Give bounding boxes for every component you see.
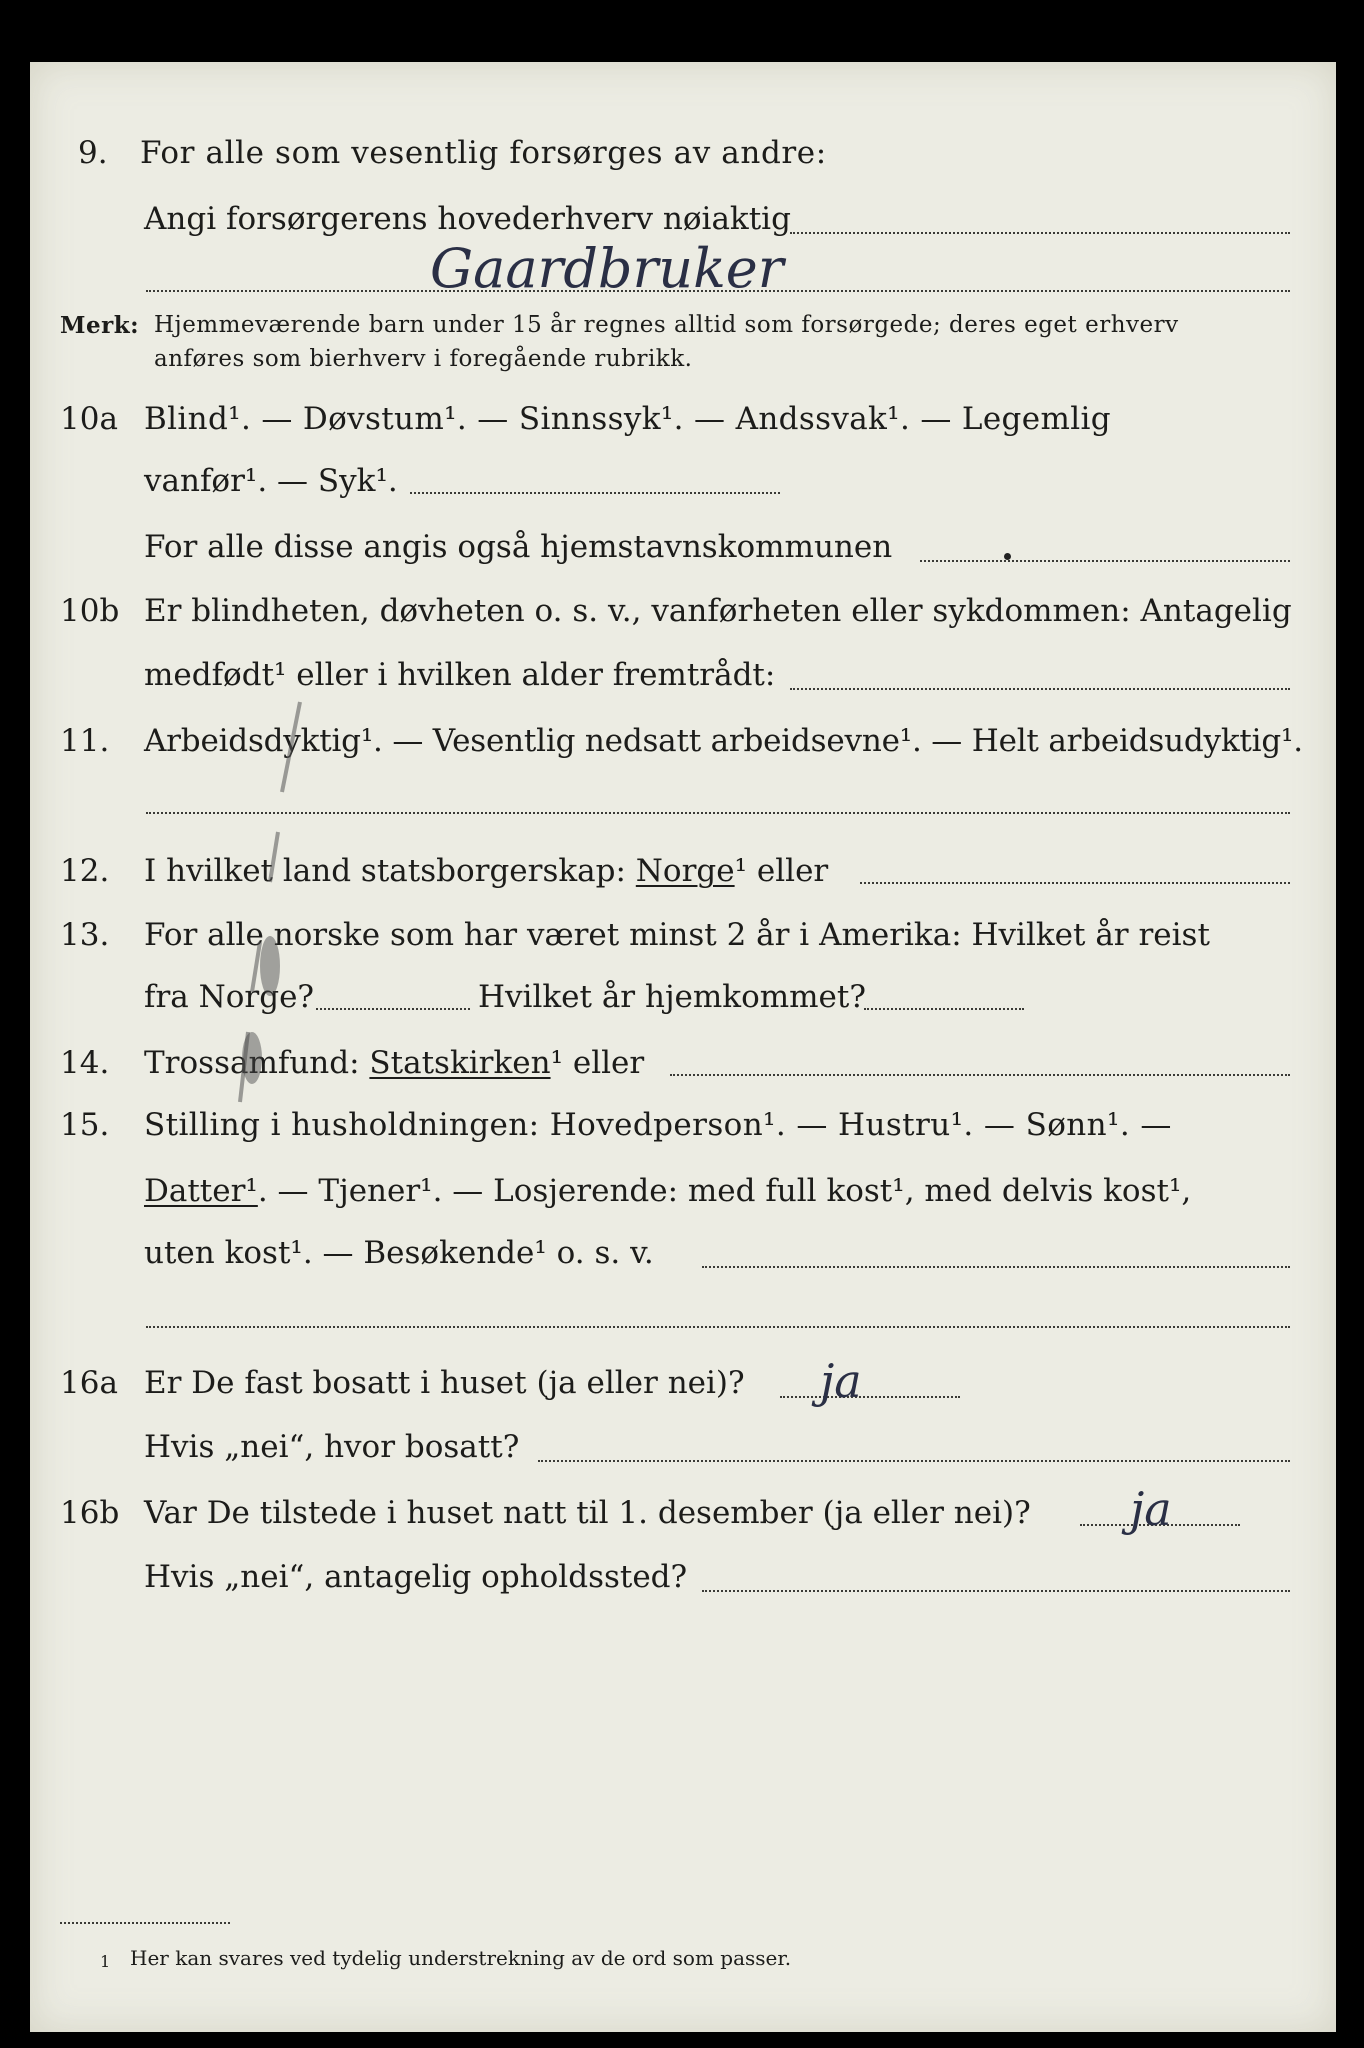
q10b-line1: Er blindheten, døvheten o. s. v., vanførheten eller sykdommen: Antagelig xyxy=(144,593,1292,629)
q10a-line2: vanfør¹. — Syk¹. xyxy=(144,463,398,499)
q16b-answer-handwriting: ja xyxy=(1130,1482,1172,1536)
q14-underlined-answer: Statskirken xyxy=(369,1045,551,1081)
q9-answer-dots xyxy=(146,290,1290,292)
q16b-number: 16b xyxy=(60,1495,120,1531)
ink-smudge-marks xyxy=(230,682,340,1122)
merk-line2: anføres som bierhverv i foregående rubrikk. xyxy=(154,346,693,372)
q16b-line1: Var De tilstede i huset natt til 1. desember (ja eller nei)? xyxy=(144,1495,1031,1531)
q16a-answer-handwriting: ja xyxy=(820,1354,862,1408)
q10a-line1: Blind¹. — Døvstum¹. — Sinnssyk¹. — Andssvak¹. — Legemlig xyxy=(144,401,1111,437)
q10a-number: 10a xyxy=(60,401,118,437)
q9-line1: For alle som vesentlig forsørges av andre: xyxy=(140,135,827,171)
q15-underlined-answer: Datter¹ xyxy=(144,1173,258,1209)
q16a-line2-dots xyxy=(538,1460,1290,1462)
q14-dots xyxy=(670,1074,1290,1076)
q13-line2a: fra Norge? xyxy=(144,979,315,1015)
q13-line1: For alle norske som har været minst 2 år i Amerika: Hvilket år reist xyxy=(144,917,1210,953)
q15-number: 15. xyxy=(60,1107,110,1143)
q16b-line2: Hvis „nei“, antagelig opholdssted? xyxy=(144,1559,688,1595)
q14-prefix: Trossamfund: xyxy=(144,1045,360,1081)
merk-line1: Hjemmeværende barn under 15 år regnes alltid som forsørgede; deres eget erhverv xyxy=(154,312,1179,338)
footnote-mark: 1 xyxy=(100,1952,111,1971)
footnote-rule xyxy=(60,1922,230,1924)
q13-number: 13. xyxy=(60,917,110,953)
q13-line2b-dots xyxy=(864,1008,1024,1010)
q13-line2b: Hvilket år hjemkommet? xyxy=(478,979,866,1015)
q9-number: 9. xyxy=(78,135,108,171)
q11-number: 11. xyxy=(60,723,110,759)
q10b-line2-dots xyxy=(790,688,1290,690)
q14-suffix: ¹ eller xyxy=(550,1045,645,1081)
q10a-line2-dots xyxy=(410,492,780,494)
q15-line2-rest: . — Tjener¹. — Losjerende: med full kost¹, med delvis kost¹, xyxy=(257,1173,1192,1209)
q10a-line3: For alle disse angis også hjemstavnskommunen xyxy=(144,529,893,565)
q11-line1: Arbeidsdyktig¹. — Vesentlig nedsatt arbeidsevne¹. — Helt arbeidsudyktig¹. xyxy=(144,723,1303,759)
q15-line3-dots xyxy=(702,1266,1290,1268)
q14-number: 14. xyxy=(60,1045,110,1081)
q15-line3: uten kost¹. — Besøkende¹ o. s. v. xyxy=(144,1235,654,1271)
q12-dots xyxy=(860,882,1290,884)
q12-prefix: I hvilket land statsborgerskap: xyxy=(144,853,626,889)
q16a-line2: Hvis „nei“, hvor bosatt? xyxy=(144,1429,520,1465)
census-form-page xyxy=(30,62,1336,2032)
q9-line2: Angi forsørgerens hovederhverv nøiaktig xyxy=(144,201,791,237)
footnote-text: Her kan svares ved tydelig understrekning av de ord som passer. xyxy=(130,1946,792,1970)
ink-dot xyxy=(1004,553,1011,560)
q16a-line1: Er De fast bosatt i huset (ja eller nei)? xyxy=(144,1365,745,1401)
q12-underlined-answer: Norge xyxy=(635,853,735,889)
q16a-line1-dots xyxy=(780,1396,960,1398)
q16a-number: 16a xyxy=(60,1365,118,1401)
q10b-number: 10b xyxy=(60,593,120,629)
q15-line1: Stilling i husholdningen: Hovedperson¹. — Hustru¹. — Sønn¹. — xyxy=(144,1107,1172,1143)
q12-suffix: ¹ eller xyxy=(734,853,829,889)
q15-extra-dots xyxy=(146,1326,1290,1328)
q10a-line3-dots xyxy=(920,560,1290,562)
q16b-line2-dots xyxy=(702,1590,1290,1592)
q9-answer-handwriting: Gaardbruker xyxy=(430,237,784,300)
merk-label: Merk: xyxy=(60,312,140,339)
q12-number: 12. xyxy=(60,853,110,889)
q9-line2-dots xyxy=(790,232,1290,234)
q10b-line2: medfødt¹ eller i hvilken alder fremtrådt: xyxy=(144,657,776,693)
